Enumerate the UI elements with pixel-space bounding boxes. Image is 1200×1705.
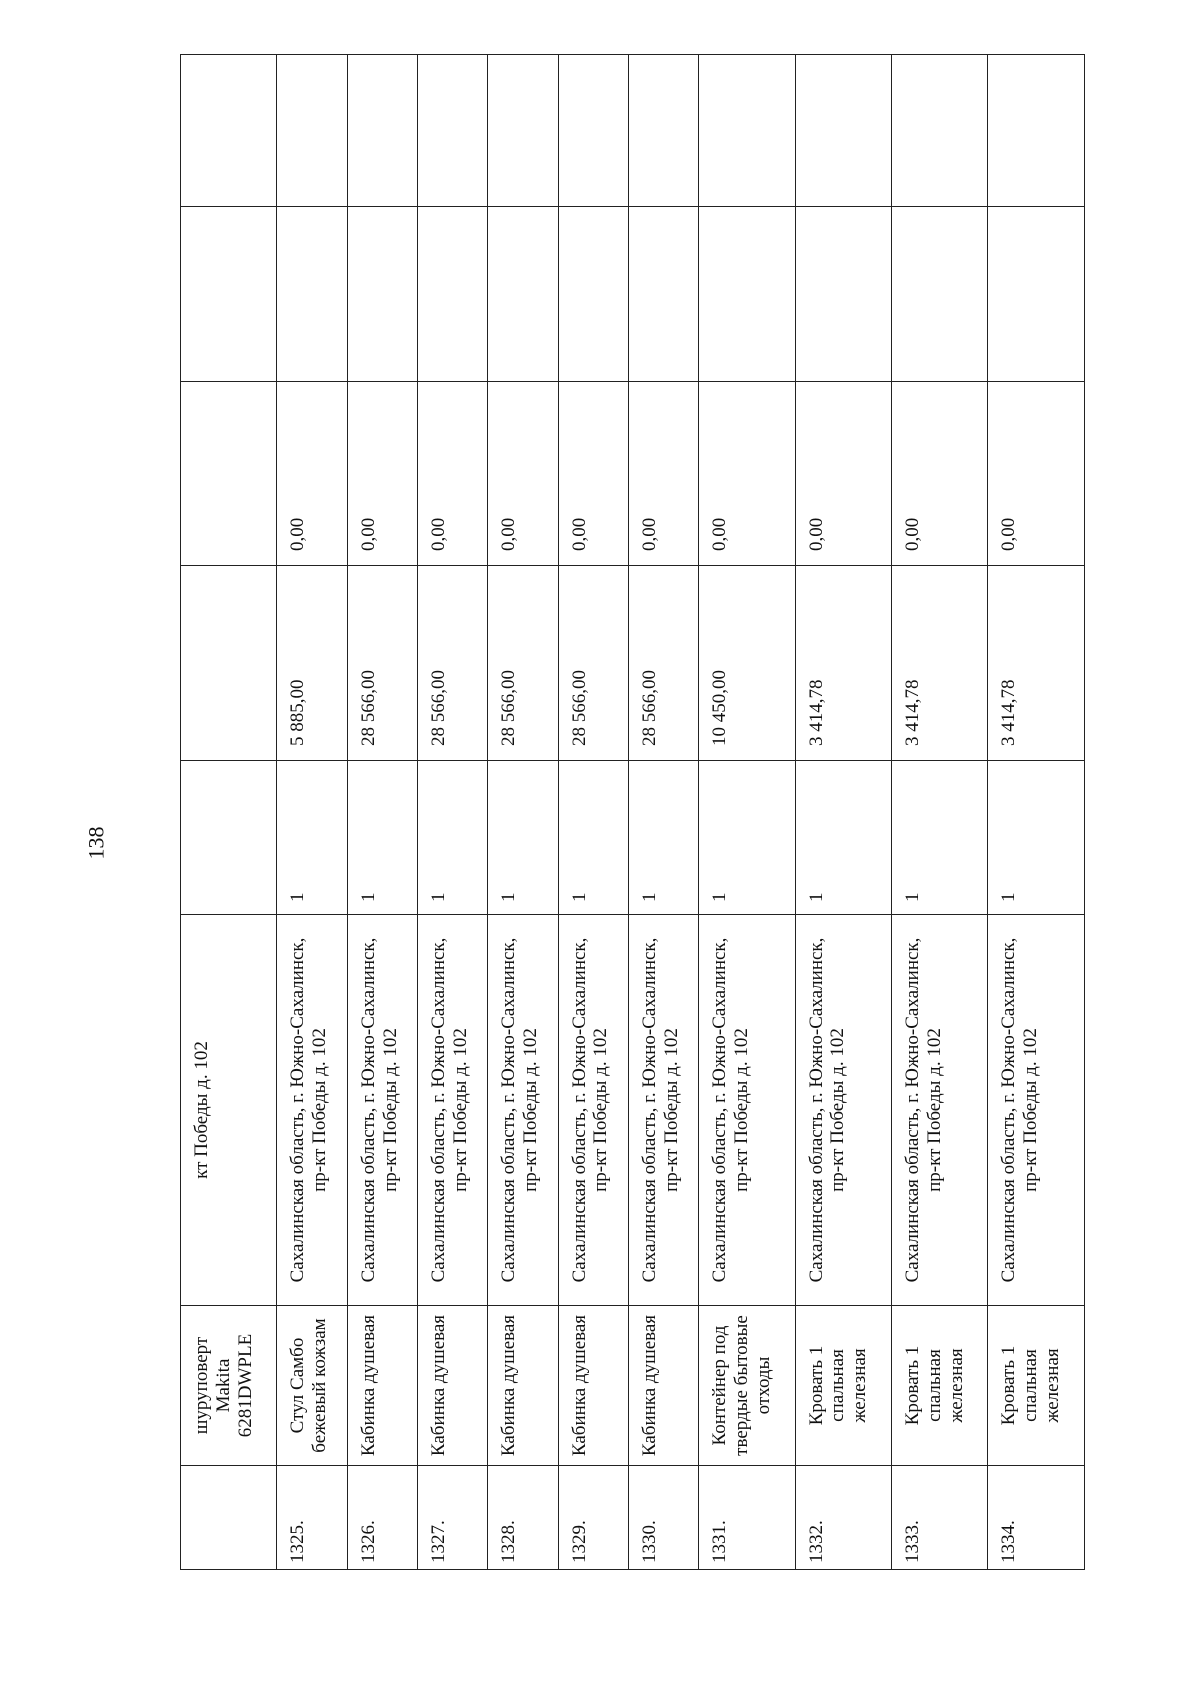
cell-price (181, 566, 277, 761)
cell-residual: 0,00 (699, 382, 795, 566)
cell-price: 3 414,78 (988, 566, 1085, 761)
cell-address: Сахалинская область, г. Южно-Сахалинск, пр-кт Победы д. 102 (418, 915, 488, 1306)
cell-extra-1 (699, 207, 795, 382)
cell-price: 3 414,78 (795, 566, 891, 761)
cell-address: Сахалинская область, г. Южно-Сахалинск, пр-кт Победы д. 102 (892, 915, 988, 1306)
cell-address: кт Победы д. 102 (181, 915, 277, 1306)
cell-quantity: 1 (628, 761, 698, 915)
cell-number: 1333. (892, 1466, 988, 1570)
cell-price: 3 414,78 (892, 566, 988, 761)
cell-name: Кабинка душевая (418, 1306, 488, 1466)
cell-price: 5 885,00 (277, 566, 347, 761)
cell-name: Кровать 1 спальная железная (795, 1306, 891, 1466)
cell-name: Кровать 1 спальная железная (892, 1306, 988, 1466)
cell-number: 1326. (347, 1466, 417, 1570)
cell-number: 1325. (277, 1466, 347, 1570)
cell-name: Кровать 1 спальная железная (988, 1306, 1085, 1466)
cell-extra-2 (181, 55, 277, 207)
cell-residual: 0,00 (628, 382, 698, 566)
asset-table (180, 54, 1085, 1570)
cell-price: 28 566,00 (628, 566, 698, 761)
cell-extra-1 (988, 207, 1085, 382)
cell-residual: 0,00 (347, 382, 417, 566)
table-body (181, 55, 1085, 1570)
cell-extra-2 (488, 55, 558, 207)
cell-name: Контейнер под твердые бытовые отходы (699, 1306, 795, 1466)
cell-residual (181, 382, 277, 566)
table-row (277, 55, 347, 1570)
cell-residual: 0,00 (418, 382, 488, 566)
cell-extra-2 (892, 55, 988, 207)
cell-address: Сахалинская область, г. Южно-Сахалинск, пр-кт Победы д. 102 (988, 915, 1085, 1306)
cell-extra-1 (628, 207, 698, 382)
table-row-continuation (181, 55, 277, 1570)
cell-name: Кабинка душевая (488, 1306, 558, 1466)
cell-price: 28 566,00 (418, 566, 488, 761)
cell-address: Сахалинская область, г. Южно-Сахалинск, пр-кт Победы д. 102 (277, 915, 347, 1306)
cell-extra-2 (699, 55, 795, 207)
cell-address: Сахалинская область, г. Южно-Сахалинск, пр-кт Победы д. 102 (699, 915, 795, 1306)
cell-address: Сахалинская область, г. Южно-Сахалинск, пр-кт Победы д. 102 (628, 915, 698, 1306)
cell-price: 28 566,00 (347, 566, 417, 761)
cell-residual: 0,00 (558, 382, 628, 566)
cell-quantity: 1 (558, 761, 628, 915)
cell-extra-2 (628, 55, 698, 207)
cell-name: Стул Самбо бежевый кожзам (277, 1306, 347, 1466)
cell-address: Сахалинская область, г. Южно-Сахалинск, пр-кт Победы д. 102 (795, 915, 891, 1306)
cell-extra-2 (277, 55, 347, 207)
table-row (347, 55, 417, 1570)
table-row (988, 55, 1085, 1570)
cell-extra-1 (277, 207, 347, 382)
cell-extra-1 (347, 207, 417, 382)
cell-number: 1331. (699, 1466, 795, 1570)
cell-extra-2 (418, 55, 488, 207)
cell-number: 1330. (628, 1466, 698, 1570)
cell-extra-2 (558, 55, 628, 207)
table-row (558, 55, 628, 1570)
cell-extra-1 (181, 207, 277, 382)
table-row (892, 55, 988, 1570)
cell-price: 10 450,00 (699, 566, 795, 761)
cell-number: 1332. (795, 1466, 891, 1570)
cell-extra-2 (988, 55, 1085, 207)
cell-extra-2 (347, 55, 417, 207)
cell-extra-1 (418, 207, 488, 382)
cell-name: шуруповерт Makita 6281DWPLE (181, 1306, 277, 1466)
rotated-table-container (180, 55, 1085, 1570)
cell-extra-2 (795, 55, 891, 207)
cell-address: Сахалинская область, г. Южно-Сахалинск, пр-кт Победы д. 102 (488, 915, 558, 1306)
cell-number: 1334. (988, 1466, 1085, 1570)
cell-price: 28 566,00 (558, 566, 628, 761)
table-row (488, 55, 558, 1570)
cell-quantity: 1 (418, 761, 488, 915)
cell-quantity: 1 (277, 761, 347, 915)
cell-quantity: 1 (347, 761, 417, 915)
cell-quantity: 1 (488, 761, 558, 915)
cell-extra-1 (488, 207, 558, 382)
cell-quantity: 1 (795, 761, 891, 915)
cell-residual: 0,00 (892, 382, 988, 566)
cell-name: Кабинка душевая (347, 1306, 417, 1466)
cell-quantity: 1 (699, 761, 795, 915)
cell-name: Кабинка душевая (628, 1306, 698, 1466)
cell-residual: 0,00 (988, 382, 1085, 566)
cell-number (181, 1466, 277, 1570)
cell-quantity (181, 761, 277, 915)
cell-address: Сахалинская область, г. Южно-Сахалинск, пр-кт Победы д. 102 (558, 915, 628, 1306)
cell-quantity: 1 (988, 761, 1085, 915)
cell-residual: 0,00 (488, 382, 558, 566)
cell-extra-1 (892, 207, 988, 382)
table-row (418, 55, 488, 1570)
cell-residual: 0,00 (277, 382, 347, 566)
cell-number: 1329. (558, 1466, 628, 1570)
cell-address: Сахалинская область, г. Южно-Сахалинск, пр-кт Победы д. 102 (347, 915, 417, 1306)
cell-extra-1 (795, 207, 891, 382)
table-row (628, 55, 698, 1570)
table-row (795, 55, 891, 1570)
cell-quantity: 1 (892, 761, 988, 915)
cell-number: 1327. (418, 1466, 488, 1570)
table-row (699, 55, 795, 1570)
cell-price: 28 566,00 (488, 566, 558, 761)
cell-name: Кабинка душевая (558, 1306, 628, 1466)
cell-extra-1 (558, 207, 628, 382)
cell-number: 1328. (488, 1466, 558, 1570)
page-number: 138 (83, 826, 109, 860)
cell-residual: 0,00 (795, 382, 891, 566)
